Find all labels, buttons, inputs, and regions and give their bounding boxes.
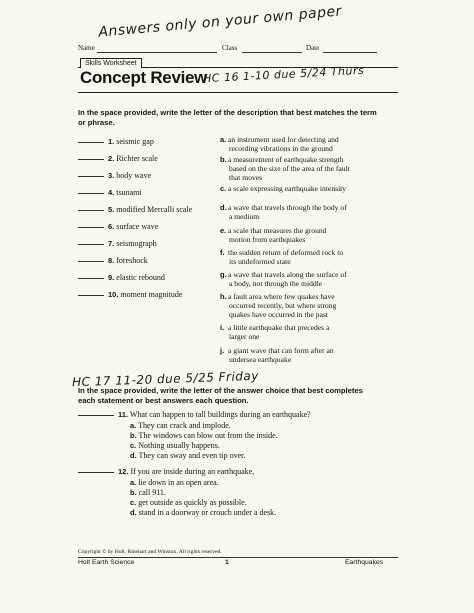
- class-label: Class: [222, 44, 238, 52]
- answer-blank[interactable]: [78, 278, 104, 279]
- footer-rule: [78, 557, 398, 558]
- answer-blank[interactable]: [78, 295, 104, 296]
- answer-blank[interactable]: [78, 244, 104, 245]
- description-item: h.a fault area where few quakes have occurred recently, but where strong quakes have occurred in the past: [220, 292, 337, 320]
- name-label: Name: [78, 44, 95, 52]
- term-row: 5. modified Mercalli scale: [78, 205, 192, 214]
- answer-option: a. They can crack and implode.: [130, 421, 231, 430]
- skills-worksheet-tag: Skills Worksheet: [80, 58, 142, 68]
- description-item: a. an instrument used for detecting and recording vibrations in the ground: [220, 135, 339, 154]
- answer-blank[interactable]: [78, 193, 104, 194]
- term-row: 10. moment magnitude: [78, 290, 182, 299]
- description-item: g.a wave that travels along the surface of a body, not through the middle: [220, 270, 347, 289]
- section2-instructions: In the space provided, write the letter of the answer choice that best completes each statement or best answers each question.: [78, 386, 363, 405]
- name-field: [97, 52, 217, 53]
- page-number: 1: [225, 559, 229, 566]
- answer-option: c. get outside as quickly as possible.: [130, 498, 247, 507]
- term-row: 8. foreshock: [78, 256, 148, 265]
- answer-option: d. They can sway and even tip over.: [130, 451, 246, 460]
- page-title: Concept Review: [80, 68, 208, 87]
- answer-blank[interactable]: [78, 210, 104, 211]
- answer-option: b. The windows can blow out from the inside.: [130, 431, 278, 440]
- question-12: 12. If you are inside during an earthquake,: [78, 467, 254, 476]
- question-11: 11. What can happen to tall buildings during an earthquake?: [78, 410, 311, 419]
- term-row: 2. Richter scale: [78, 154, 158, 163]
- answer-blank[interactable]: [78, 176, 104, 177]
- answer-blank[interactable]: [78, 472, 114, 473]
- section1-instructions: In the space provided, write the letter of the description that best matches the term or phrase.: [78, 108, 377, 127]
- term-row: 7. seismograph: [78, 239, 157, 248]
- term-row: 4. tsunami: [78, 188, 142, 197]
- date-field: [323, 52, 377, 53]
- description-item: c. a scale expressing earthquake intensity: [220, 184, 347, 193]
- answer-option: b. call 911.: [130, 488, 166, 497]
- date-label: Date: [306, 44, 320, 52]
- copyright-notice: Copyright © by Holt, Rinehart and Winston. All rights reserved.: [78, 549, 222, 555]
- term-row: 1. seismic gap: [78, 137, 154, 146]
- term-row: 6. surface wave: [78, 222, 158, 231]
- answer-blank[interactable]: [78, 227, 104, 228]
- description-item: f. the sudden return of deformed rock to its undeformed state: [220, 248, 344, 267]
- handwritten-hc17-note: HC 17 11-20 due 5/25 Friday: [71, 368, 260, 390]
- answer-blank[interactable]: [78, 415, 114, 416]
- handwritten-answers-note: Answers only on your own paper: [97, 3, 343, 41]
- answer-option: a. lie down in an open area.: [130, 478, 219, 487]
- class-field: [242, 52, 302, 53]
- description-item: i. a little earthquake that precedes a larger one: [220, 323, 330, 342]
- answer-blank[interactable]: [78, 261, 104, 262]
- footer-chapter: Earthquakes: [345, 559, 384, 566]
- description-item: j. a giant wave that can form after an undersea earthquake: [220, 346, 334, 365]
- description-item: b.a measurement of earthquake strength based on the size of the area of the fault that moves: [220, 155, 350, 183]
- answer-option: c. Nothing usually happens.: [130, 441, 220, 450]
- term-row: 3. body wave: [78, 171, 151, 180]
- answer-blank[interactable]: [78, 159, 104, 160]
- description-item: d.a wave that travels through the body of a medium: [220, 203, 347, 222]
- handwritten-hc16-note: HC 16 1-10 due 5/24 Thurs: [202, 63, 365, 86]
- answer-option: d. stand in a doorway or crouch under a desk.: [130, 508, 277, 517]
- term-row: 9. elastic rebound: [78, 273, 165, 282]
- footer-book-title: Holt Earth Science: [78, 559, 135, 566]
- description-item: e. a scale that measures the ground motion from earthquakes: [220, 226, 327, 245]
- banner-bottom-rule: [78, 92, 398, 93]
- answer-blank[interactable]: [78, 142, 104, 143]
